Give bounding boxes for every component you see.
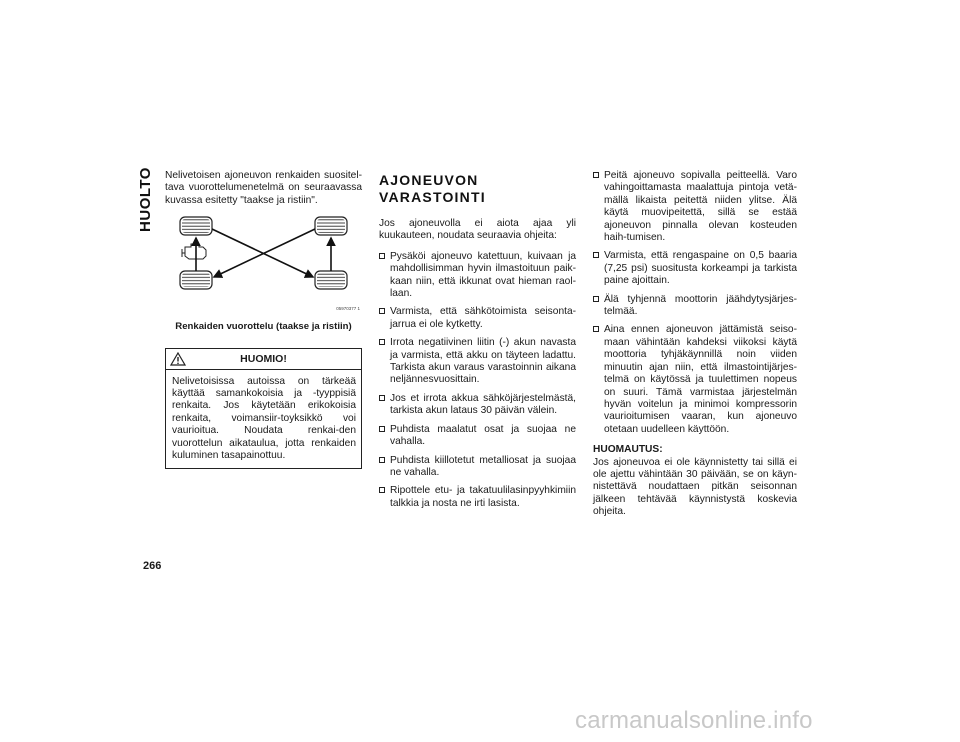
checkbox-bullet-icon: [593, 296, 599, 302]
checkbox-bullet-icon: [379, 487, 385, 493]
figure-caption: Renkaiden vuorottelu (taakse ja ristiin): [175, 321, 352, 333]
section-heading-line2: VARASTOINTI: [379, 189, 486, 205]
checkbox-bullet-icon: [379, 457, 385, 463]
list-item-text: Peitä ajoneuvo sopivalla peitteellä. Varo vahingoittamasta maalattuja pintoja vetä-mällä likaista peitettä niiden ylitse. Älä käytä muovipeitettä, sillä se estää ajoneuvon pinnalla olevan kosteuden haih-tumisen.: [604, 170, 797, 244]
figure-code: 05970377 1: [336, 305, 360, 311]
list-item: [379, 251, 576, 301]
column-middle: [379, 170, 576, 516]
checkbox-bullet-icon: [379, 339, 385, 345]
section-heading: [379, 172, 576, 206]
note-text: Jos ajoneuvoa ei ole käynnistetty tai sillä ei ole ajettu vähintään 30 päivään, se on käyn-nistettävä noudattaen pitkän seisonnan jälkeen tehtävää käynnistystä koskevia ohjeita.: [593, 456, 797, 518]
intro-paragraph: Nelivetoisen ajoneuvon renkaiden suositel-tava vuorottelumenetelmä on seuraavassa kuvassa esitetty "taakse ja ristiin".: [165, 170, 362, 206]
tire-front-right-icon: [315, 217, 347, 235]
section-tab-label: HUOLTO: [136, 166, 154, 232]
list-item-text: Puhdista kiillotetut metalliosat ja suojaa ne vahalla.: [390, 454, 576, 478]
list-item: [379, 485, 576, 510]
list-item-text: Älä tyhjennä moottorin jäähdytysjärjes-telmää.: [604, 293, 797, 318]
list-item: [593, 170, 797, 244]
rotation-arrows: [196, 229, 331, 277]
checkbox-bullet-icon: [593, 172, 599, 178]
warning-triangle-icon: [170, 352, 186, 370]
column-left: [165, 170, 362, 469]
list-item: [379, 424, 576, 449]
list-item: [379, 455, 576, 480]
list-item-text: Jos et irrota akkua sähköjärjestelmästä, tarkista akun lataus 30 päivän välein.: [390, 392, 576, 417]
list-item: [379, 337, 576, 387]
caution-title: HUOMIO!: [240, 352, 287, 365]
list-item-text: Pysäköi ajoneuvo katettuun, kuivaan ja mahdollisimman hyvin ilmastoituun paik-kaan niin, että ikkunat ovat hieman raol-laan.: [390, 250, 576, 300]
tire-rotation-figure: [165, 215, 362, 315]
list-item: [593, 324, 797, 436]
list-item: [593, 294, 797, 319]
watermark-link[interactable]: carmanualsonline.info: [575, 707, 813, 734]
section-tab: [134, 168, 156, 230]
list-item: [379, 393, 576, 418]
list-item-text: Ripottele etu- ja takatuulilasinpyyhkimiin talkkia ja nosta ne irti lasista.: [390, 485, 576, 509]
list-item: [379, 306, 576, 331]
list-item-text: Varmista, että sähkötoimista seisonta-jarrua ei ole kytketty.: [390, 306, 576, 330]
caution-box: [165, 348, 362, 470]
list-item-text: Irrota negatiivinen liitin (-) akun navasta ja varmista, että akku on täyteen ladattu. Tarkista akun varaus varastoinnin aikana neljännesvuosittain.: [390, 337, 576, 386]
tire-front-left-icon: [180, 217, 212, 235]
checkbox-bullet-icon: [593, 252, 599, 258]
tire-rotation-diagram: [165, 215, 362, 315]
list-item: [593, 250, 797, 287]
note-title: HUOMAUTUS:: [593, 444, 663, 456]
engine-icon: [182, 244, 206, 259]
caution-text: Nelivetoisissa autoissa on tärkeää käyttää samankokoisia ja -tyyppisiä renkaita. Jos käytetään erikokoisia renkaita, voimansiir-toyksikkö voi vaurioitua. Noudata renkai-den vuorottelun aikataulua, jotta renkaiden kuluminen tasapainottuu.: [172, 375, 356, 462]
storage-intro: Jos ajoneuvolla ei aiota ajaa yli kuukauteen, noudata seuraavia ohjeita:: [379, 218, 576, 242]
section-heading-line1: AJONEUVON: [379, 172, 479, 188]
tire-rear-right-icon: [315, 271, 347, 289]
column-right: [593, 170, 797, 519]
checkbox-bullet-icon: [593, 326, 599, 332]
checkbox-bullet-icon: [379, 426, 385, 432]
list-item-text: Aina ennen ajoneuvon jättämistä seiso-maan vähintään kahdeksi viikoksi käytä moottoria tyhjäkäynnillä noin viiden minuutin ajan niin, että ilmastointijärjes-telmä on käytössä ja tuulettimen nopeus on suuri. Tämä varmistaa järjestelmän hyvän voitelun ja minimoi kompressorin vaurioitumisen vaaran, kun ajoneuvo otetaan uudelleen käyttöön.: [604, 324, 797, 435]
checkbox-bullet-icon: [379, 308, 385, 314]
checkbox-bullet-icon: [379, 395, 385, 401]
caution-header: [166, 349, 361, 370]
tire-rear-left-icon: [180, 271, 212, 289]
list-item-text: Puhdista maalatut osat ja suojaa ne vahalla.: [390, 423, 576, 448]
checkbox-bullet-icon: [379, 253, 385, 259]
page-number: 266: [143, 560, 162, 572]
list-item-text: Varmista, että rengaspaine on 0,5 baaria (7,25 psi) suositusta korkeampi ja tarkista paine ajoittain.: [604, 250, 797, 287]
